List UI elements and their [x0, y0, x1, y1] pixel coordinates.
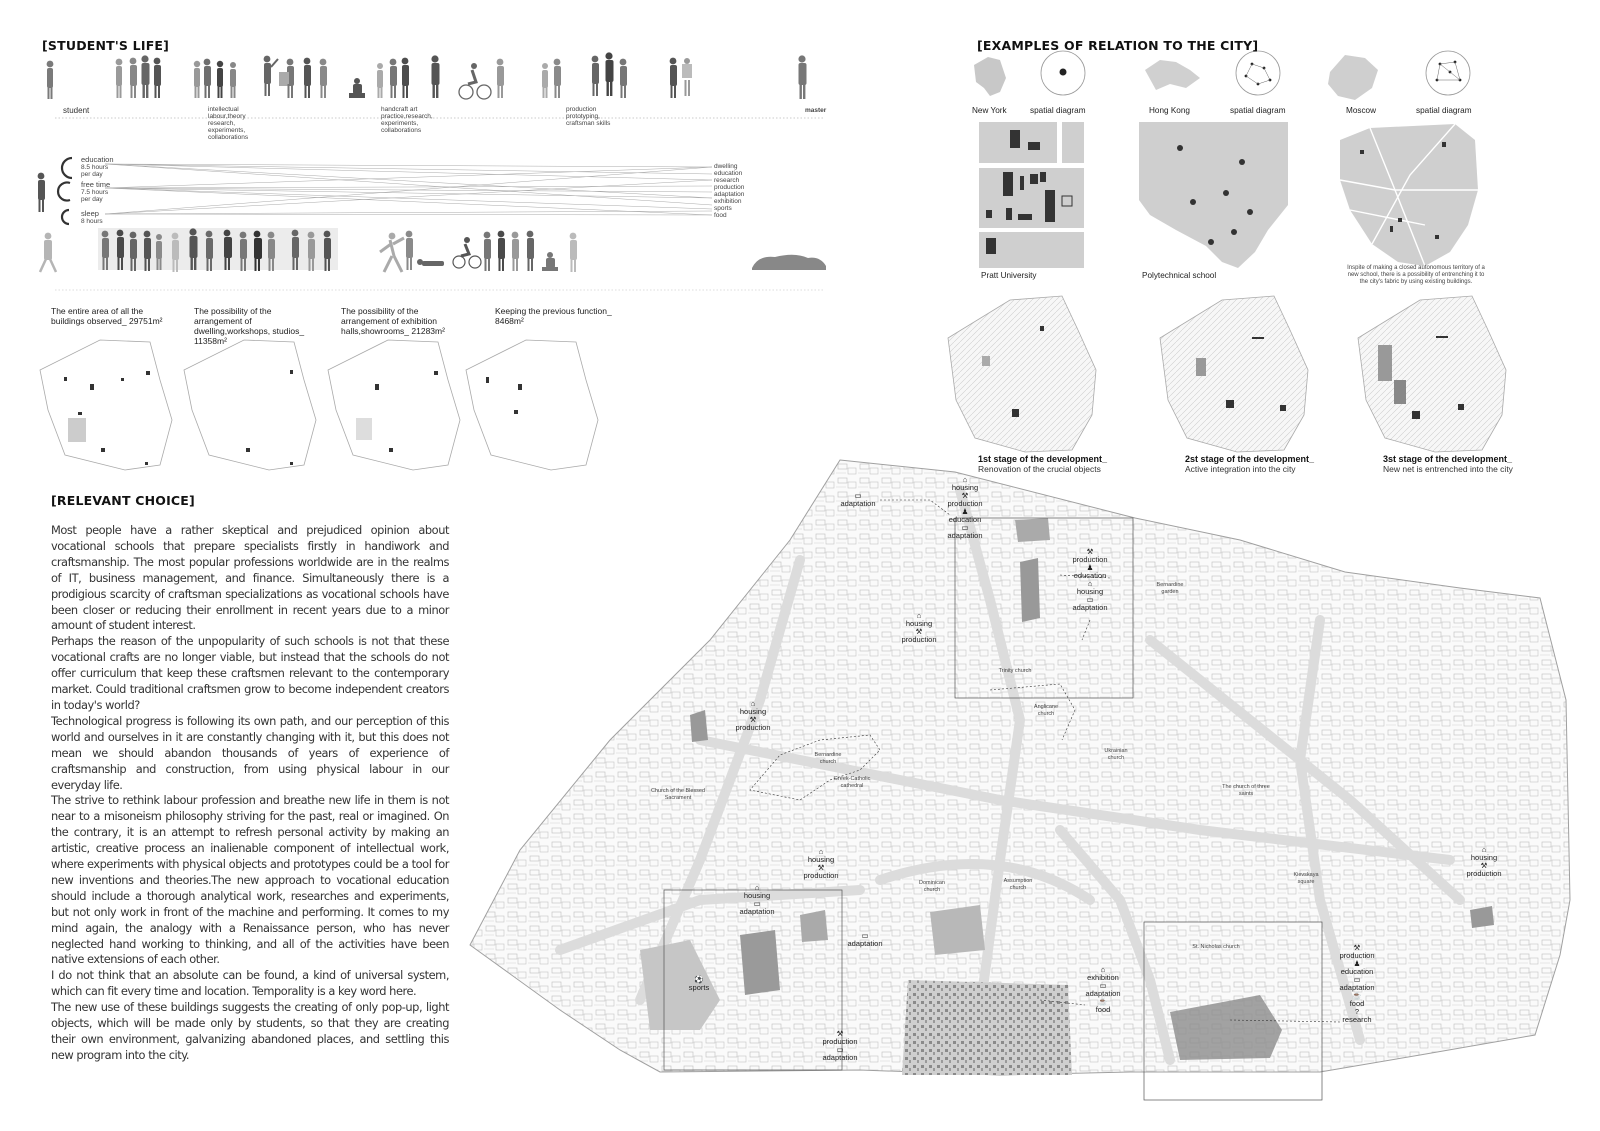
daily-sleep-hours: 8 hours: [81, 218, 103, 225]
function-item: dwelling: [714, 163, 738, 170]
stage-2-caption: [1185, 454, 1345, 474]
essay-paragraph: Perhaps the reason of the unpopularity of such schools is not that these vocational crafts are no longer viable, but instead that the schools do not offer curriculum that keep these craftsmen relevant to the contemporary market. Could traditional craftsmen grow to become independent creators in today's world?: [51, 634, 449, 712]
production-icon: ⚒: [915, 627, 923, 636]
area-caption-1: The entire area of all the buildings observed_ 29751m²: [51, 306, 163, 326]
housing-icon: ⌂: [1481, 845, 1487, 854]
production-icon: ⚒: [749, 715, 757, 724]
program-marker: ⌂ housing ⚒ production: [896, 612, 942, 644]
adaptation-icon: ▭: [1086, 595, 1094, 604]
education-icon: ♟: [1086, 563, 1094, 572]
stage-subtitle: Active integration into the city: [1185, 464, 1296, 474]
city-name-new-york: New York: [972, 106, 1007, 115]
program-marker: ⌂ exhibition ▭ adaptation ☕ food: [1080, 966, 1126, 1014]
housing-icon: ⌂: [754, 883, 760, 892]
adaptation-icon: ▭: [836, 1045, 844, 1054]
timeline-stage1: intellectual labour,theory research, experiments, collaborations: [208, 106, 249, 141]
adaptation-icon: ▭: [753, 899, 761, 908]
essay-paragraph: The strive to rethink labour profession and breathe new life in them is not near to a misoneism philosophy striving for the past, real or imagined. On the contrary, it is an attempt to refresh personal activity by making an artistic, creative process an inalienable component of intellectual work, where experiments with physical objects and prototypes could be a tool for new inventions and theories.The new approach to vocational education should include a thorough analytical work, researches and experiments, but not only work in front of the machine and performing. It comes to my mind again, the analogy with a Renaissance person, who has never neglected hand working to thinking, and all of the activities have been native extensions of each other.: [51, 793, 449, 967]
sports-icon: ⚽: [694, 975, 704, 984]
city-name-moscow: Moscow: [1346, 106, 1377, 115]
program-marker: ⚽ sports: [676, 976, 722, 992]
function-item: sports: [714, 205, 732, 212]
landmark-label: Assumption church: [1003, 878, 1033, 891]
school-polytechnical: Polytechnical school: [1142, 271, 1217, 280]
area-caption-4: Keeping the previous function_ 8468m²: [495, 306, 612, 326]
landmark-label: Trinity church: [998, 668, 1032, 674]
adaptation-icon: ▭: [1099, 981, 1107, 990]
timeline-stage2: handcraft art practice,research, experiments, collaborations: [381, 106, 433, 134]
production-icon: ⚒: [1086, 547, 1094, 556]
program-marker: ⌂ housing ⚒ production: [1461, 846, 1507, 878]
stage-3-caption: [1383, 454, 1513, 474]
spatial-diagram-label: spatial diagram: [1030, 106, 1086, 115]
city-examples: [974, 51, 1478, 268]
landmark-label: Kievskaya square: [1293, 872, 1319, 885]
silhouettes-row-bottom: [40, 228, 826, 290]
housing-icon: ⌂: [818, 847, 824, 856]
landmark-label: Anglicane church: [1033, 704, 1059, 717]
timeline-student-label: student: [63, 106, 90, 115]
exhibition-icon: ⌂: [1100, 965, 1106, 974]
landmark-label: The church of three saints: [1222, 784, 1270, 797]
production-icon: ⚒: [1353, 943, 1361, 952]
daily-education: education: [81, 155, 114, 164]
program-marker: ▭ adaptation: [842, 932, 888, 948]
program-marker: ⌂ housing ▭ adaptation: [734, 884, 780, 916]
timeline-master-label: master: [805, 107, 827, 114]
stage-title: 2st stage of the development_: [1185, 454, 1315, 464]
program-marker: ⚒ production ♟ education ⌂ housing ▭ adaptation: [1067, 548, 1113, 612]
program-marker: ⚒ production ♟ education ▭ adaptation ☕ food ? research: [1334, 944, 1380, 1024]
function-item: production: [714, 184, 745, 191]
function-item: research: [714, 177, 740, 184]
production-icon: ⚒: [961, 491, 969, 500]
header-students-life: [STUDENT'S LIFE]: [42, 38, 170, 53]
food-icon: ☕: [1098, 997, 1108, 1006]
essay-paragraph: I do not think that an absolute can be found, a kind of universal system, which can fit every time and location. Temporality is a key word here.: [51, 968, 449, 999]
daily-free-time: free time: [81, 180, 111, 189]
area-caption-2: The possibility of the arrangement of dwelling,workshops, studios_ 11358m²: [194, 306, 305, 346]
moscow-note: Inspite of making a closed autonomous territory of a new school, there is a possibility of entrenching it to the city's fabric by using existing buildings.: [1347, 265, 1485, 285]
food-icon: ☕: [1352, 991, 1362, 1000]
program-marker: ⌂ housing ⚒ production ♟ education ▭ adaptation: [942, 476, 988, 540]
area-caption-3: The possibility of the arrangement of exhibition halls,showrooms_ 21283m²: [341, 306, 445, 336]
daily-sleep: sleep: [81, 209, 99, 218]
essay-text: [51, 523, 449, 1064]
function-item: education: [714, 170, 743, 177]
education-icon: ♟: [1353, 959, 1361, 968]
city-map: [470, 460, 1570, 1100]
timeline-stage3: production prototyping, craftsman skills: [566, 106, 611, 127]
landmark-label: Bernardine church: [814, 752, 842, 765]
stage-subtitle: Renovation of the crucial objects: [978, 464, 1101, 474]
daily-free-hours: 7.5 hours per day: [81, 189, 109, 203]
spatial-diagram-label: spatial diagram: [1416, 106, 1472, 115]
landmark-label: St. Nicholas church: [1192, 944, 1240, 950]
essay-paragraph: Technological progress is following its own path, and our perception of this world and ourselves in it are constantly changing with it, but this does not mean we should abandon thousands of years of experience of craftsmanship and construction, from using physical labour in our everyday life.: [51, 713, 449, 792]
stage-maps: [948, 296, 1506, 452]
program-marker: ⌂ housing ⚒ production: [798, 848, 844, 880]
stage-subtitle: New net is entrenched into the city: [1383, 464, 1513, 474]
landmark-label: Ukrainian church: [1104, 748, 1128, 761]
landmark-label: Bernardine garden: [1156, 582, 1184, 595]
school-pratt: Pratt University: [981, 271, 1037, 280]
landmark-label: Greek-Catholic cathedral: [833, 776, 871, 789]
essay-paragraph: Most people have a rather skeptical and prejudiced opinion about vocational schools that prepare specialists firstly in handiwork and craftsmanship. The most popular professions worldwide are in the realms of IT, business management, and finance. Simultaneously there is a prodigious scarcity of craftsman specializations as vocational schools have been closer or reducing their enrollment in recent years due to a minor amount of student interest.: [51, 523, 449, 633]
adaptation-icon: ▭: [961, 523, 969, 532]
daily-schedule-diagram: [38, 155, 712, 224]
silhouettes-row-top: [47, 52, 807, 99]
stage-1-caption: [978, 454, 1138, 474]
program-marker: ⌂ housing ⚒ production: [730, 700, 776, 732]
production-icon: ⚒: [836, 1029, 844, 1038]
program-marker: ▭ adaptation: [838, 492, 878, 508]
housing-icon: ⌂: [916, 611, 922, 620]
stage-title: 3st stage of the development_: [1383, 454, 1513, 464]
area-maps: [40, 340, 598, 470]
daily-education-hours: 8.5 hours per day: [81, 164, 109, 178]
adaptation-icon: ▭: [861, 931, 869, 940]
daily-functions-list: [714, 163, 744, 219]
education-icon: ♟: [961, 507, 969, 516]
header-relevant-choice: [RELEVANT CHOICE]: [51, 493, 195, 508]
housing-icon: ⌂: [750, 699, 756, 708]
adaptation-icon: ▭: [854, 491, 862, 500]
production-icon: ⚒: [1480, 861, 1488, 870]
production-icon: ⚒: [817, 863, 825, 872]
housing-icon: ⌂: [1087, 579, 1093, 588]
spatial-diagram-label: spatial diagram: [1230, 106, 1286, 115]
landmark-label: Dominican church: [919, 880, 945, 893]
function-item: exhibition: [714, 198, 742, 205]
function-item: food: [714, 212, 727, 219]
landmark-label: Church of the Blessed Sacrament: [650, 788, 706, 801]
adaptation-icon: ▭: [1353, 975, 1361, 984]
housing-icon: ⌂: [962, 475, 968, 484]
research-icon: ?: [1354, 1007, 1360, 1016]
essay-paragraph: The new use of these buildings suggests the creating of only pop-up, light objects, which will be made only by students, so that they are creating their own environment, galvanizing abandoned places, and settling this new program into the city.: [51, 1000, 449, 1062]
function-item: adaptation: [714, 191, 745, 198]
stage-title: 1st stage of the development_: [978, 454, 1108, 464]
city-name-hong-kong: Hong Kong: [1149, 106, 1190, 115]
program-marker: ⚒ production ▭ adaptation: [817, 1030, 863, 1062]
header-examples: [EXAMPLES OF RELATION TO THE CITY]: [977, 38, 1259, 53]
